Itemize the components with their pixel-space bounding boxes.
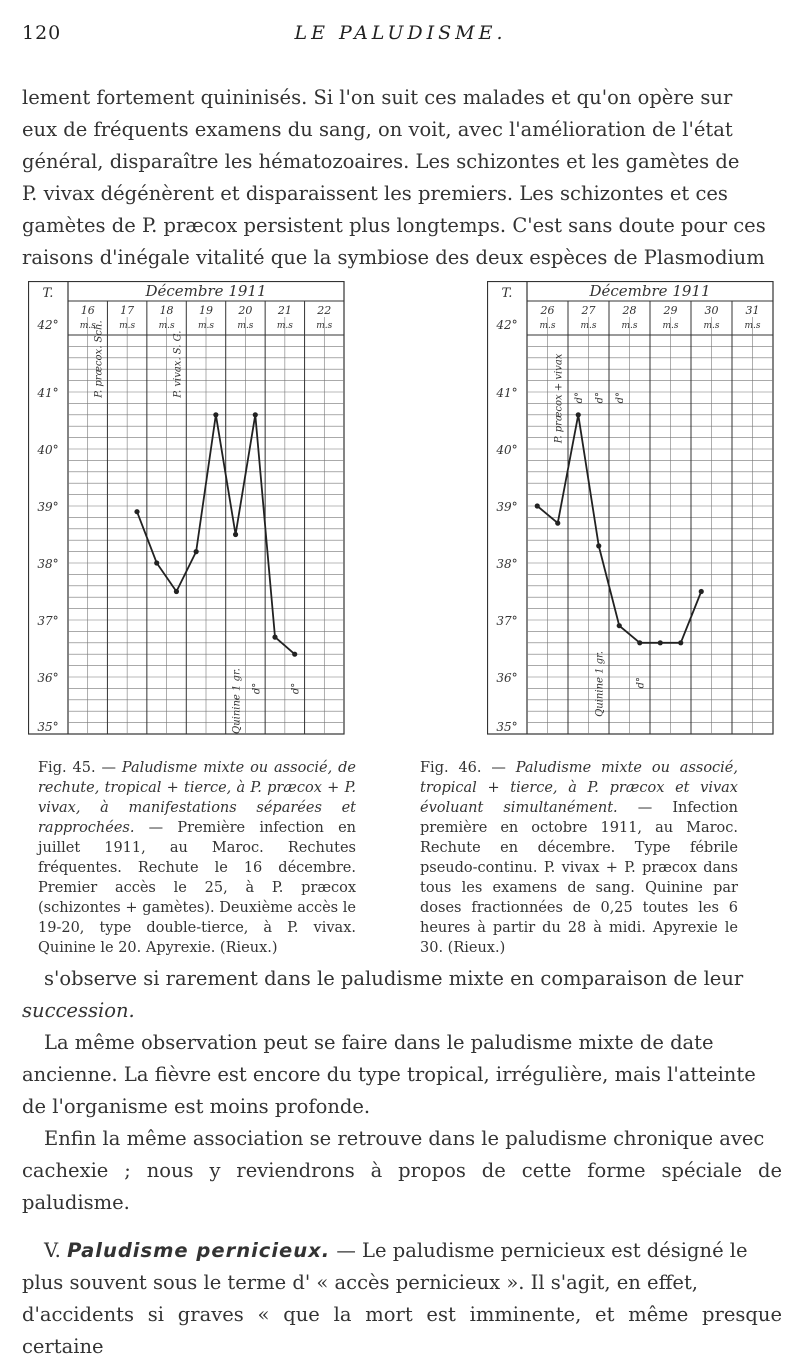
chart-title: Décembre 1911 — [145, 282, 267, 300]
ms-label: m.s — [79, 321, 96, 331]
y-tick-label: 40° — [37, 443, 59, 457]
y-tick-label: 38° — [496, 557, 518, 571]
ms-label: m.s — [237, 321, 254, 331]
y-axis-title: T. — [42, 286, 54, 301]
running-title: LE PALUDISME. — [294, 22, 507, 44]
y-tick-label: 36° — [37, 671, 59, 685]
ms-label: m.s — [158, 321, 175, 331]
caption-label: Fig. 46. — [420, 760, 482, 776]
text-line: La même observation peut se faire dans le paludisme mixte de date — [44, 1031, 714, 1054]
y-tick-label: 42° — [496, 318, 518, 332]
temperature-point — [253, 412, 258, 417]
temperature-point — [272, 635, 277, 640]
temperature-point — [292, 652, 297, 657]
y-tick-label: 37° — [496, 614, 518, 628]
y-tick-label: 39° — [496, 500, 518, 514]
text-line: lement fortement quininisés. Si l'on suit ces malades et qu'on opère sur — [22, 86, 733, 109]
ms-label: m.s — [580, 321, 597, 331]
temperature-point — [637, 640, 642, 645]
temperature-point — [576, 412, 581, 417]
y-tick-label: 38° — [37, 557, 59, 571]
chart-annotation: d° — [574, 391, 586, 404]
text-line: cachexie ; nous y reviendrons à propos de cette forme spéciale de paludisme. — [22, 1159, 782, 1214]
temperature-point — [213, 412, 218, 417]
temperature-point — [658, 640, 663, 645]
y-tick-label: 35° — [37, 720, 59, 734]
section-number: V. — [44, 1239, 61, 1262]
text-line: s'observe si rarement dans le paludisme mixte en comparaison de leur — [44, 967, 744, 990]
day-label: 30 — [704, 304, 719, 317]
ms-label: m.s — [197, 321, 215, 331]
section-heading-line — [22, 1235, 782, 1267]
chart-annotation: P. præcox + vivax — [553, 353, 565, 444]
chart-annotation: d° — [594, 391, 606, 404]
text-line: raisons d'inégale vitalité que la symbiose des deux espèces de Plasmodium — [22, 246, 765, 269]
running-header — [0, 22, 801, 52]
y-tick-label: 36° — [496, 671, 518, 685]
temperature-point — [154, 560, 159, 565]
temperature-point — [535, 503, 540, 508]
temperature-point — [134, 509, 139, 514]
chart-annotation: d° — [251, 682, 263, 695]
temperature-point — [596, 543, 601, 548]
caption-body: Infection première en octobre 1911, au Maroc. Rechute en décembre. Type fébrile pseudo-continu. P. vivax + P. præcox dans tous les examens de sang. Quinine par doses fractionnées de 0,25 toutes les 6 heures à partir du 28 à midi. Apyrexie le 30. (Rieux.) — [420, 800, 738, 956]
text-line: P. vivax dégénèrent et disparaissent les premiers. Les schizontes et ces — [22, 182, 728, 205]
text-line: eux de fréquents examens du sang, on voit, avec l'amélioration de l'état — [22, 118, 733, 141]
figure-45-caption: Fig. 45. — Paludisme mixte ou associé, de rechute, tropical + tierce, à P. præcox + P. vivax, à manifestations séparées et rapprochées. — Première infection en juillet 1911, au Maroc. Rechutes fréquentes. Rechute le 16 décembre. Premier accès le 25, à P. præcox (schizontes + gamètes). Deuxième accès le 19-20, type double-tierce, à P. vivax. Quinine le 20. Apyrexie. (Rieux.) — [38, 760, 357, 956]
y-tick-label: 37° — [37, 614, 59, 628]
caption-title: Paludisme mixte ou associé, tropical + tierce, à P. præcox et vivax évoluant simultanément. — [420, 760, 738, 816]
figure-45-chart — [28, 281, 350, 745]
text-line: d'accidents si graves « que la mort est imminente, et même presque certaine — [22, 1303, 782, 1358]
text-line: ancienne. La fièvre est encore du type tropical, irrégulière, mais l'atteinte — [22, 1063, 756, 1086]
ms-label: m.s — [539, 321, 556, 331]
ms-label: m.s — [662, 321, 679, 331]
y-tick-label: 41° — [496, 386, 518, 400]
y-tick-label: 40° — [496, 443, 518, 457]
day-label: 18 — [159, 304, 174, 317]
ms-label: m.s — [621, 321, 638, 331]
page-number: 120 — [22, 22, 62, 44]
chart-annotation: P. præcox. Sch. — [93, 320, 105, 398]
temperature-point — [699, 589, 704, 594]
chart-annotation: Quinine 1 gr. — [594, 651, 606, 717]
chart-frame — [488, 282, 774, 735]
day-label: 19 — [199, 304, 213, 317]
day-label: 27 — [581, 304, 596, 317]
figure-46-chart — [487, 281, 779, 745]
text-line: succession. — [22, 999, 135, 1022]
text-line: plus souvent sous le terme d' « accès pernicieux ». Il s'agit, en effet, — [22, 1271, 699, 1294]
ms-label: m.s — [316, 321, 333, 331]
y-tick-label: 35° — [496, 720, 518, 734]
chart-annotation: d° — [635, 676, 647, 689]
text-segment: — Le paludisme pernicieux est désigné le — [336, 1239, 748, 1262]
chart-title: Décembre 1911 — [589, 282, 711, 300]
body-paragraphs — [22, 963, 782, 1363]
temperature-point — [233, 532, 238, 537]
day-label: 21 — [277, 304, 292, 317]
chart-annotation: d° — [290, 682, 302, 695]
caption-label: Fig. 45. — [38, 760, 96, 776]
text-line: gamètes de P. præcox persistent plus longtemps. C'est sans doute pour ces — [22, 214, 766, 237]
day-label: 17 — [120, 304, 135, 317]
day-label: 29 — [663, 304, 678, 317]
chart-annotation: d° — [615, 391, 627, 404]
ms-label: m.s — [744, 321, 761, 331]
temperature-point — [678, 640, 683, 645]
day-label: 20 — [238, 304, 253, 317]
y-tick-label: 42° — [37, 318, 59, 332]
caption-body: Première infection en juillet 1911, au Maroc. Rechutes fréquentes. Rechute le 16 décembre. Premier accès le 25, à P. præcox (schizontes + gamètes). Deuxième accès le 19-20, type double-tierce, à P. vivax. Quinine le 20. Apyrexie. (Rieux.) — [38, 820, 357, 956]
caption-title: Paludisme mixte ou associé, de rechute, tropical + tierce, à P. præcox + P. vivax, à manifestations séparées et rapprochées. — [38, 760, 357, 836]
intro-paragraph — [22, 82, 782, 274]
chart-annotation: Quinine 1 gr. — [231, 668, 243, 734]
chart-annotation: P. vivax. S. G. — [172, 330, 184, 398]
y-tick-label: 41° — [37, 386, 59, 400]
text-line: général, disparaître les hématozoaires. Les schizontes et les gamètes de — [22, 150, 740, 173]
ms-label: m.s — [119, 321, 136, 331]
day-label: 22 — [317, 304, 332, 317]
text-line: Enfin la même association se retrouve dans le paludisme chronique avec — [44, 1127, 765, 1150]
temperature-point — [174, 589, 179, 594]
temperature-point — [555, 521, 560, 526]
temperature-series-line — [137, 415, 295, 654]
day-label: 26 — [540, 304, 555, 317]
figure-46-caption: Fig. 46. — Paludisme mixte ou associé, tropical + tierce, à P. præcox et vivax évoluant simultanément. — Infection première en octobre 1911, au Maroc. Rechute en décembre. Type fébrile pseudo-continu. P. vivax + P. præcox dans tous les examens de sang. Quinine par doses fractionnées de 0,25 toutes les 6 heures à partir du 28 à midi. Apyrexie le 30. (Rieux.) — [420, 760, 738, 956]
ms-label: m.s — [703, 321, 720, 331]
section-title: Paludisme pernicieux. — [67, 1239, 331, 1262]
y-tick-label: 39° — [37, 500, 59, 514]
day-label: 16 — [80, 304, 95, 317]
ms-label: m.s — [276, 321, 293, 331]
temperature-point — [194, 549, 199, 554]
day-label: 31 — [745, 304, 760, 317]
day-label: 28 — [622, 304, 637, 317]
temperature-point — [617, 623, 622, 628]
text-line: de l'organisme est moins profonde. — [22, 1095, 371, 1118]
y-axis-title: T. — [501, 286, 513, 301]
